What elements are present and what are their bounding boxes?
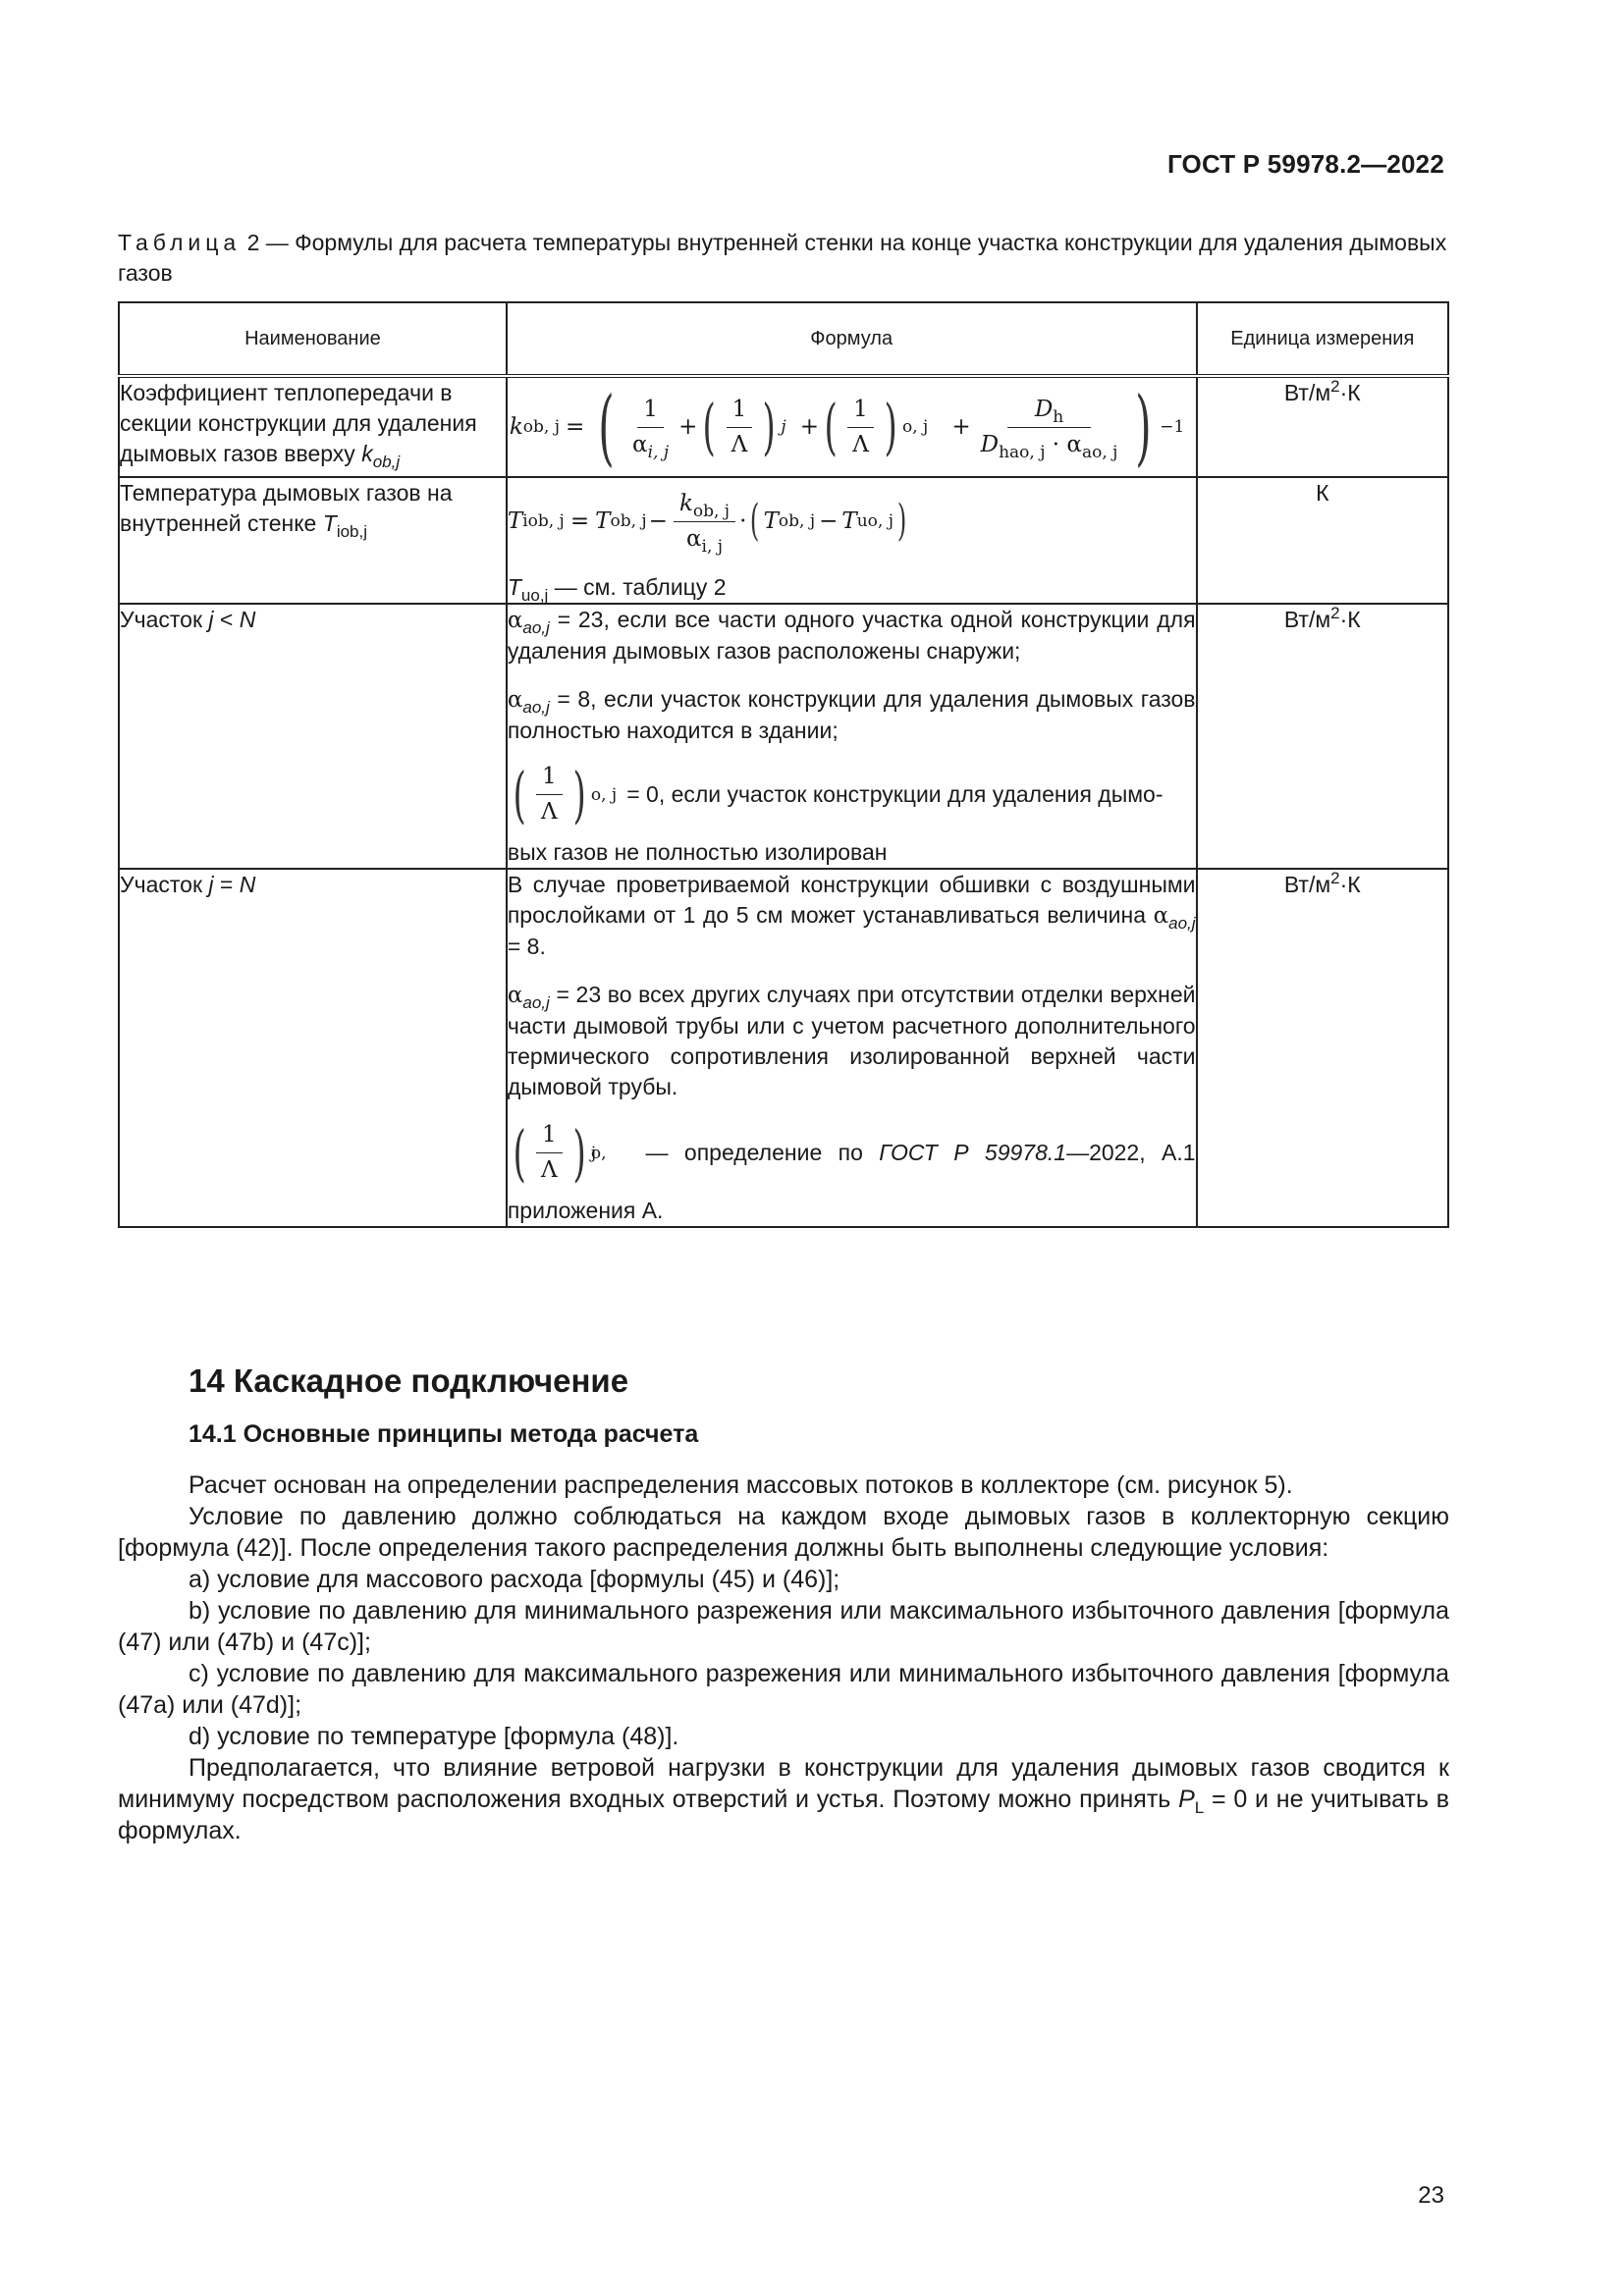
table-row <box>119 376 1448 477</box>
caption-text: 2 — Формулы для расчета температуры внутренней стенки на конце участка конструкции для удаления дымовых газов <box>118 230 1447 286</box>
list-item: d) условие по температуре [формула (48)]. <box>189 1723 679 1750</box>
col-header-unit: Единица измерения <box>1197 302 1448 376</box>
col-header-formula: Формула <box>507 302 1197 376</box>
paragraph: Условие по давлению должно соблюдаться на каждом входе дымовых газов в коллекторную секцию [формула (42)]. После определения такого распределения должны быть выполнены следующие условия: <box>118 1503 1449 1562</box>
row3-formula: $\alpha_{ao,j} = 23$, если все части одного участка одной конструкции для удаления дымовых газов расположены снаружи; $\alpha_{ao,j} = 8$, если участок конструкции для удаления дымовых газов полностью находится в здании; ( $\frac{1}{\Lambda}$ ) o, j = 0, если участок конструкции для удаления дымо- вых газов не полностью изолирован <box>507 604 1197 869</box>
list-item: c) условие по давлению для максимального разрежения или минимального избыточного давления [формула (47a) или (47d)]; <box>118 1660 1449 1719</box>
page-number: 23 <box>1418 2182 1444 2209</box>
row1-name: Коэффициент теплопередачи в секции конструкции для удаления дымовых газов вверху $k_{ob,j}$ <box>119 376 507 477</box>
paragraph: Предполагается, что влияние ветровой нагрузки в конструкции для удаления дымовых газов сводится к минимуму посредством расположения входных отверстий и устья. Поэтому можно принять $P_L = 0$ и не учитывать в формулах. <box>118 1754 1450 1844</box>
table-header-row <box>119 302 1448 376</box>
list-item: b) условие по давлению для минимального разрежения или максимального избыточного давления [формула (47) или (47b) и (47c)]; <box>118 1597 1449 1656</box>
row4-unit: $Вт/м^2\cdot К$ <box>1197 869 1448 1227</box>
formula-table <box>118 301 1449 1228</box>
row3-unit: $Вт/м^2\cdot К$ <box>1197 604 1448 869</box>
table-row <box>119 477 1448 604</box>
col-header-name: Наименование <box>119 302 507 376</box>
standard-designation: ГОСТ Р 59978.2—2022 <box>1166 149 1444 179</box>
row3-name: Участок j < N <box>119 604 507 869</box>
list-item: a) условие для массового расхода [формулы (45) и (46)]; <box>189 1566 840 1593</box>
row4-name: Участок j = N <box>119 869 507 1227</box>
paragraph: Расчет основан на определении распределения массовых потоков в коллекторе (см. рисунок 5). <box>189 1471 1293 1499</box>
row1-formula: k ob, j = ( $\frac{1}{\alpha_{i, j}}$ + ( $\frac{1}{\Lambda}$ ) j + ( $\frac{1}{\Lambda}$ ) o, j + $\frac{D_h}{D_{hao, j} \cdot \alpha_{ao, j}}$ ) −1 <box>507 376 1197 477</box>
section-body <box>118 1469 1449 1846</box>
row1-unit: $Вт/м^2\cdot К$ <box>1197 376 1448 477</box>
subsection-title: 14.1 Основные принципы метода расчета <box>189 1420 699 1448</box>
section-title: 14 Каскадное подключение <box>189 1362 629 1399</box>
table-row <box>119 869 1448 1227</box>
table-row <box>119 604 1448 869</box>
row2-name: Температура дымовых газов на внутренней стенке $T_{iob,j}$ <box>119 477 507 604</box>
row2-unit: К <box>1197 477 1448 604</box>
table-caption <box>118 228 1447 289</box>
row4-formula: В случае проветриваемой конструкции обшивки с воздушными прослойками от 1 до 5 см может устанавливаться величина $\alpha_{ao,j} = 8$. $\alpha_{ao,j} = 23$ во всех других случаях при отсутствии отделки верхней части дымовой трубы или с учетом расчетного дополнительного термического сопротивления изолированной верхней части дымовой трубы. ( $\frac{1}{\Lambda}$ ) o, j — определение по ГОСТ Р 59978.1—2022, А.1 приложения А. <box>507 869 1197 1227</box>
caption-label: Таблица <box>118 230 242 255</box>
row2-formula: T iob, j = T ob, j − $\frac{k_{ob, j}}{\alpha_{i, j}}$ · ( T ob, j − T uo, j ) $T_{uo,j}$ — см. таблицу 2 <box>507 477 1197 604</box>
